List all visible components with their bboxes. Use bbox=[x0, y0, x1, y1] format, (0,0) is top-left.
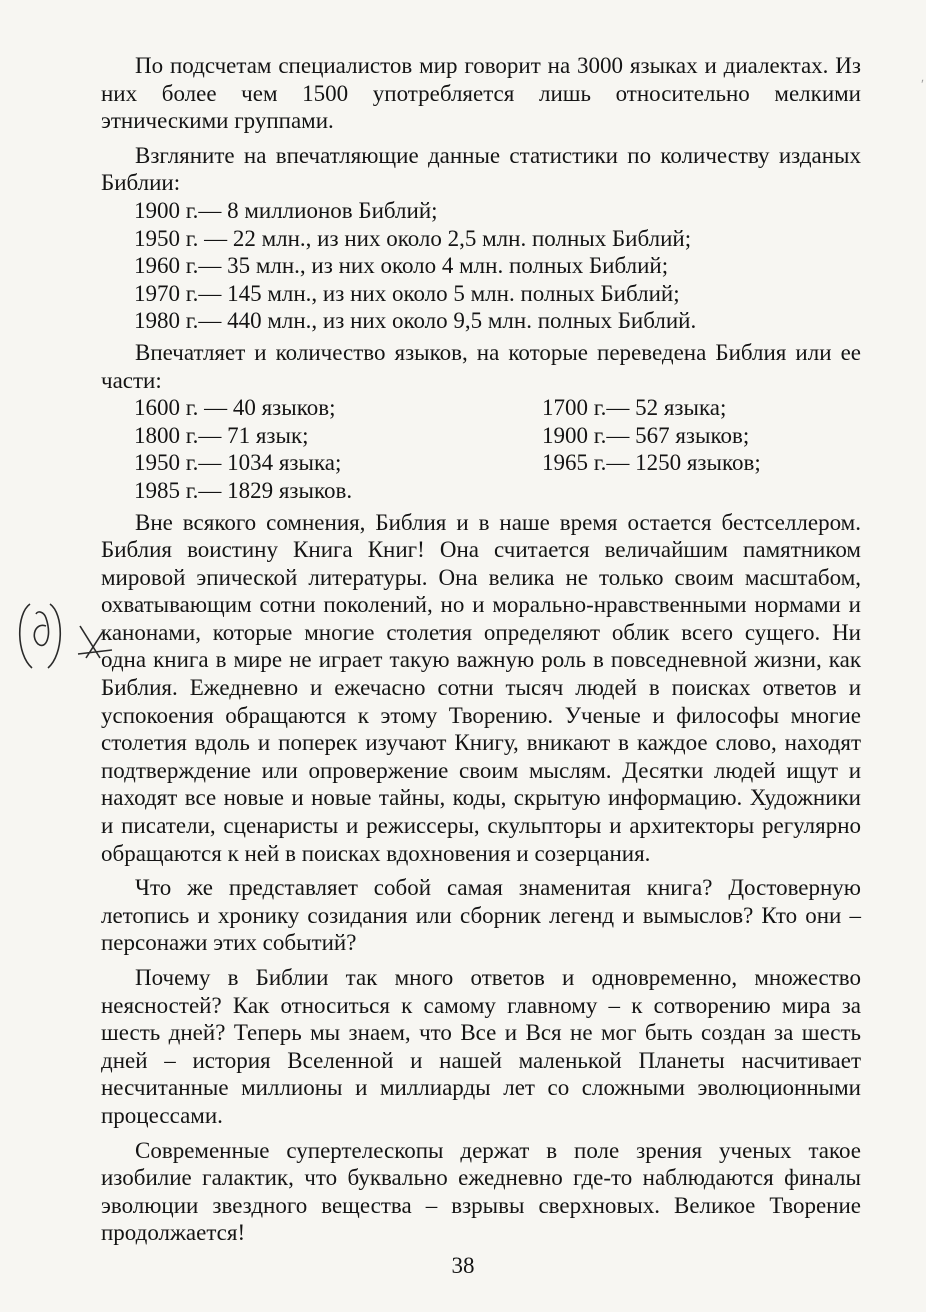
paragraph-telescopes: Современные супертелескопы держат в поле зрения ученых такое изобилие галактик, что буквально ежедневно где-то наблюдаются финалы эволюции звездного вещества – взрывы сверхновых. Великое Творение продолжается! bbox=[101, 1137, 861, 1246]
list-item: 1985 г.— 1829 языков. bbox=[134, 477, 353, 503]
page-number: 38 bbox=[451, 1253, 475, 1278]
list-item: 1900 г.— 567 языков; bbox=[542, 422, 750, 448]
handwritten-margin-note bbox=[8, 596, 118, 676]
list-item: 1700 г.— 52 языка; bbox=[542, 395, 727, 421]
list-item: 1960 г.— 35 млн., из них около 4 млн. полных Библий; bbox=[134, 253, 669, 279]
list-item: 1800 г.— 71 язык; bbox=[134, 422, 309, 448]
languages-grid bbox=[101, 394, 861, 504]
list-item-empty bbox=[542, 477, 862, 505]
list-item: 1950 г.— 1034 языка; bbox=[134, 450, 342, 476]
list-item: 1900 г.— 8 миллионов Библий; bbox=[134, 197, 438, 223]
paragraph-languages-count: По подсчетам специалистов мир говорит на 3000 языках и диалектах. Из них более чем 1500 употребляется лишь относительно мелкими этническими группами. bbox=[101, 53, 861, 134]
list-item: 1950 г. — 22 млн., из них около 2,5 млн. полных Библий; bbox=[134, 225, 692, 251]
list-item: 1965 г.— 1250 языков; bbox=[542, 450, 761, 476]
paragraph-bestseller: Вне всякого сомнения, Библия и в наше время остается бестселлером. Библия воистину Книга Книг! Она считается величайшим памятником мировой эпической литературы. Она велика не только своим масштабом, охватывающим сотни поколений, но и морально-нравственными нормами и канонами, которые многие столетия определяют облик всего сущего. Ни одна книга в мире не играет такую важную роль в повседневной жизни, как Библия. Ежедневно и ежечасно сотни тысяч людей в поисках ответов и успокоения обращаются к этому Творению. Ученые и философы многие столетия вдоль и поперек изучают Книгу, вникают в каждое слово, находят подтверждение или опровержение своим мыслям. Десятки людей ищут и находят все новые и новые тайны, коды, скрытую информацию. Художники и писатели, сценаристы и режиссеры, скульпторы и архитекторы регулярно обращаются к ней в поисках вдохновения и созерцания. bbox=[101, 509, 861, 866]
list-item: 1980 г.— 440 млн., из них около 9,5 млн. полных Библий. bbox=[134, 308, 697, 334]
paragraph-stats-intro: Взгляните на впечатляющие данные статистики по количеству изданых Библии: bbox=[101, 142, 861, 196]
bible-stats-list bbox=[101, 197, 861, 335]
edge-mark: ʹ bbox=[920, 78, 924, 93]
paragraph-six-days: Почему в Библии так много ответов и одновременно, множество неясностей? Как относиться к самому главному – к сотворению мира за шесть дней? Теперь мы знаем, что Все и Вся не мог быть создан за шесть дней – история Вселенной и нашей маленькой Планеты насчитивает несчитанные миллионы и миллиарды лет со сложными эволюционными процессами. bbox=[101, 965, 861, 1128]
list-item: 1970 г.— 145 млн., из них около 5 млн. полных Библий; bbox=[134, 280, 680, 306]
list-item: 1600 г. — 40 языков; bbox=[134, 395, 336, 421]
paragraph-question: Что же представляет собой самая знаменитая книга? Достоверную летопись и хронику созидания или сборник легенд и вымыслов? Кто они – персонажи этих событий? bbox=[101, 875, 861, 956]
paragraph-translations-intro: Впечатляет и количество языков, на которые переведена Библия или ее части: bbox=[101, 339, 861, 393]
page-content bbox=[101, 52, 861, 1254]
